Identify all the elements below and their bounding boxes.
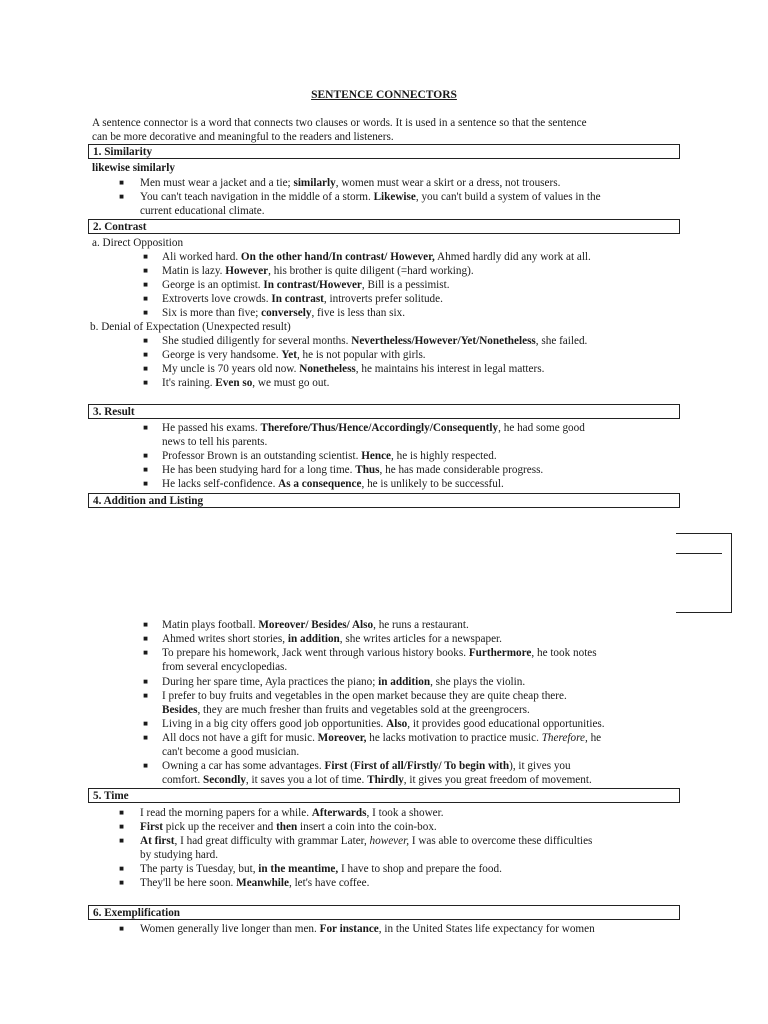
bullet-icon: ■	[119, 192, 124, 201]
list-item-continued: by studying hard.	[140, 849, 218, 861]
bullet-icon: ■	[143, 691, 148, 700]
section-heading-result: 3. Result	[88, 404, 680, 419]
list-item: Ahmed writes short stories, in addition, she writes articles for a newspaper.	[162, 633, 502, 645]
list-item: I prefer to buy fruits and vegetables in the open market because they are quite cheap there.	[162, 690, 567, 702]
intro-line-1: A sentence connector is a word that connects two clauses or words. It is used in a sentence so that the sentence	[92, 117, 587, 129]
section-heading-time: 5. Time	[88, 788, 680, 803]
list-item: Matin plays football. Moreover/ Besides/ Also, he runs a restaurant.	[162, 619, 469, 631]
bullet-icon: ■	[143, 378, 148, 387]
bullet-icon: ■	[119, 808, 124, 817]
bullet-icon: ■	[143, 308, 148, 317]
bullet-icon: ■	[143, 648, 148, 657]
bullet-icon: ■	[143, 677, 148, 686]
list-item: During her spare time, Ayla practices the piano; in addition, she plays the violin.	[162, 676, 526, 688]
list-item: He lacks self-confidence. As a consequence, he is unlikely to be successful.	[162, 478, 504, 490]
list-item: Matin is lazy. However, his brother is quite diligent (=hard working).	[162, 265, 474, 277]
list-item: George is very handsome. Yet, he is not popular with girls.	[162, 349, 426, 361]
bullet-icon: ■	[143, 423, 148, 432]
list-item: I read the morning papers for a while. Afterwards, I took a shower.	[140, 807, 444, 819]
list-item-continued: from several encyclopedias.	[162, 661, 288, 673]
list-item: It's raining. Even so, we must go out.	[162, 377, 330, 389]
bullet-icon: ■	[143, 364, 148, 373]
list-item-continued: news to tell his parents.	[162, 436, 268, 448]
list-item: You can't teach navigation in the middle of a storm. Likewise, you can't build a system of values in the	[140, 191, 601, 203]
bullet-icon: ■	[143, 451, 148, 460]
bullet-icon: ■	[143, 350, 148, 359]
list-item: My uncle is 70 years old now. Nonetheless, he maintains his interest in legal matters.	[162, 363, 545, 375]
list-item-continued: comfort. Secondly, it saves you a lot of time. Thirdly, it gives you great freedom of movement.	[162, 774, 592, 786]
margin-box-divider	[676, 553, 722, 554]
list-item-continued: current educational climate.	[140, 205, 265, 217]
bullet-icon: ■	[143, 733, 148, 742]
bullet-icon: ■	[143, 280, 148, 289]
subheading-direct-opposition: a. Direct Opposition	[92, 237, 184, 249]
list-item: Professor Brown is an outstanding scientist. Hence, he is highly respected.	[162, 450, 497, 462]
bullet-icon: ■	[143, 620, 148, 629]
list-item: At first, I had great difficulty with grammar Later, however, I was able to overcome these difficulties	[140, 835, 593, 847]
bullet-icon: ■	[143, 294, 148, 303]
list-item: She studied diligently for several months. Nevertheless/However/Yet/Nonetheless, she failed.	[162, 335, 588, 347]
bullet-icon: ■	[119, 878, 124, 887]
list-item: Women generally live longer than men. For instance, in the United States life expectancy for women	[140, 923, 595, 935]
section-heading-addition-listing: 4. Addition and Listing	[88, 493, 680, 508]
bullet-icon: ■	[119, 924, 124, 933]
page-title: SENTENCE CONNECTORS	[311, 89, 457, 101]
section-heading-contrast: 2. Contrast	[88, 219, 680, 234]
bullet-icon: ■	[143, 336, 148, 345]
list-item: Living in a big city offers good job opportunities. Also, it provides good educational opportunities.	[162, 718, 605, 730]
bullet-icon: ■	[143, 719, 148, 728]
section-heading-similarity: 1. Similarity	[88, 144, 680, 159]
list-item: To prepare his homework, Jack went through various history books. Furthermore, he took notes	[162, 647, 597, 659]
list-item: He has been studying hard for a long time. Thus, he has made considerable progress.	[162, 464, 544, 476]
bullet-icon: ■	[143, 479, 148, 488]
list-item: Six is more than five; conversely, five is less than six.	[162, 307, 405, 319]
subheading-denial-of-expectation: b. Denial of Expectation (Unexpected result)	[90, 321, 291, 333]
bullet-icon: ■	[143, 266, 148, 275]
list-item: Owning a car has some advantages. First (First of all/Firstly/ To begin with), it gives you	[162, 760, 571, 772]
similarity-connectors: likewise similarly	[92, 162, 175, 174]
list-item: Extroverts love crowds. In contrast, introverts prefer solitude.	[162, 293, 443, 305]
bullet-icon: ■	[143, 252, 148, 261]
list-item: Ali worked hard. On the other hand/In contrast/ However, Ahmed hardly did any work at all.	[162, 251, 591, 263]
bullet-icon: ■	[143, 465, 148, 474]
list-item: Men must wear a jacket and a tie; similarly, women must wear a skirt or a dress, not trousers.	[140, 177, 561, 189]
list-item: All docs not have a gift for music. Moreover, he lacks motivation to practice music. Therefore, he	[162, 732, 602, 744]
margin-box	[676, 533, 732, 613]
bullet-icon: ■	[119, 178, 124, 187]
list-item: The party is Tuesday, but, in the meantime, I have to shop and prepare the food.	[140, 863, 502, 875]
bullet-icon: ■	[143, 761, 148, 770]
section-heading-exemplification: 6. Exemplification	[88, 905, 680, 920]
bullet-icon: ■	[119, 864, 124, 873]
list-item: He passed his exams. Therefore/Thus/Hence/Accordingly/Consequently, he had some good	[162, 422, 585, 434]
bullet-icon: ■	[143, 634, 148, 643]
list-item-continued: can't become a good musician.	[162, 746, 300, 758]
list-item: First pick up the receiver and then insert a coin into the coin-box.	[140, 821, 437, 833]
list-item: George is an optimist. In contrast/However, Bill is a pessimist.	[162, 279, 450, 291]
bullet-icon: ■	[119, 836, 124, 845]
list-item: They'll be here soon. Meanwhile, let's have coffee.	[140, 877, 370, 889]
intro-line-2: can be more decorative and meaningful to the readers and listeners.	[92, 131, 394, 143]
bullet-icon: ■	[119, 822, 124, 831]
list-item-continued: Besides, they are much fresher than fruits and vegetables sold at the greengrocers.	[162, 704, 530, 716]
